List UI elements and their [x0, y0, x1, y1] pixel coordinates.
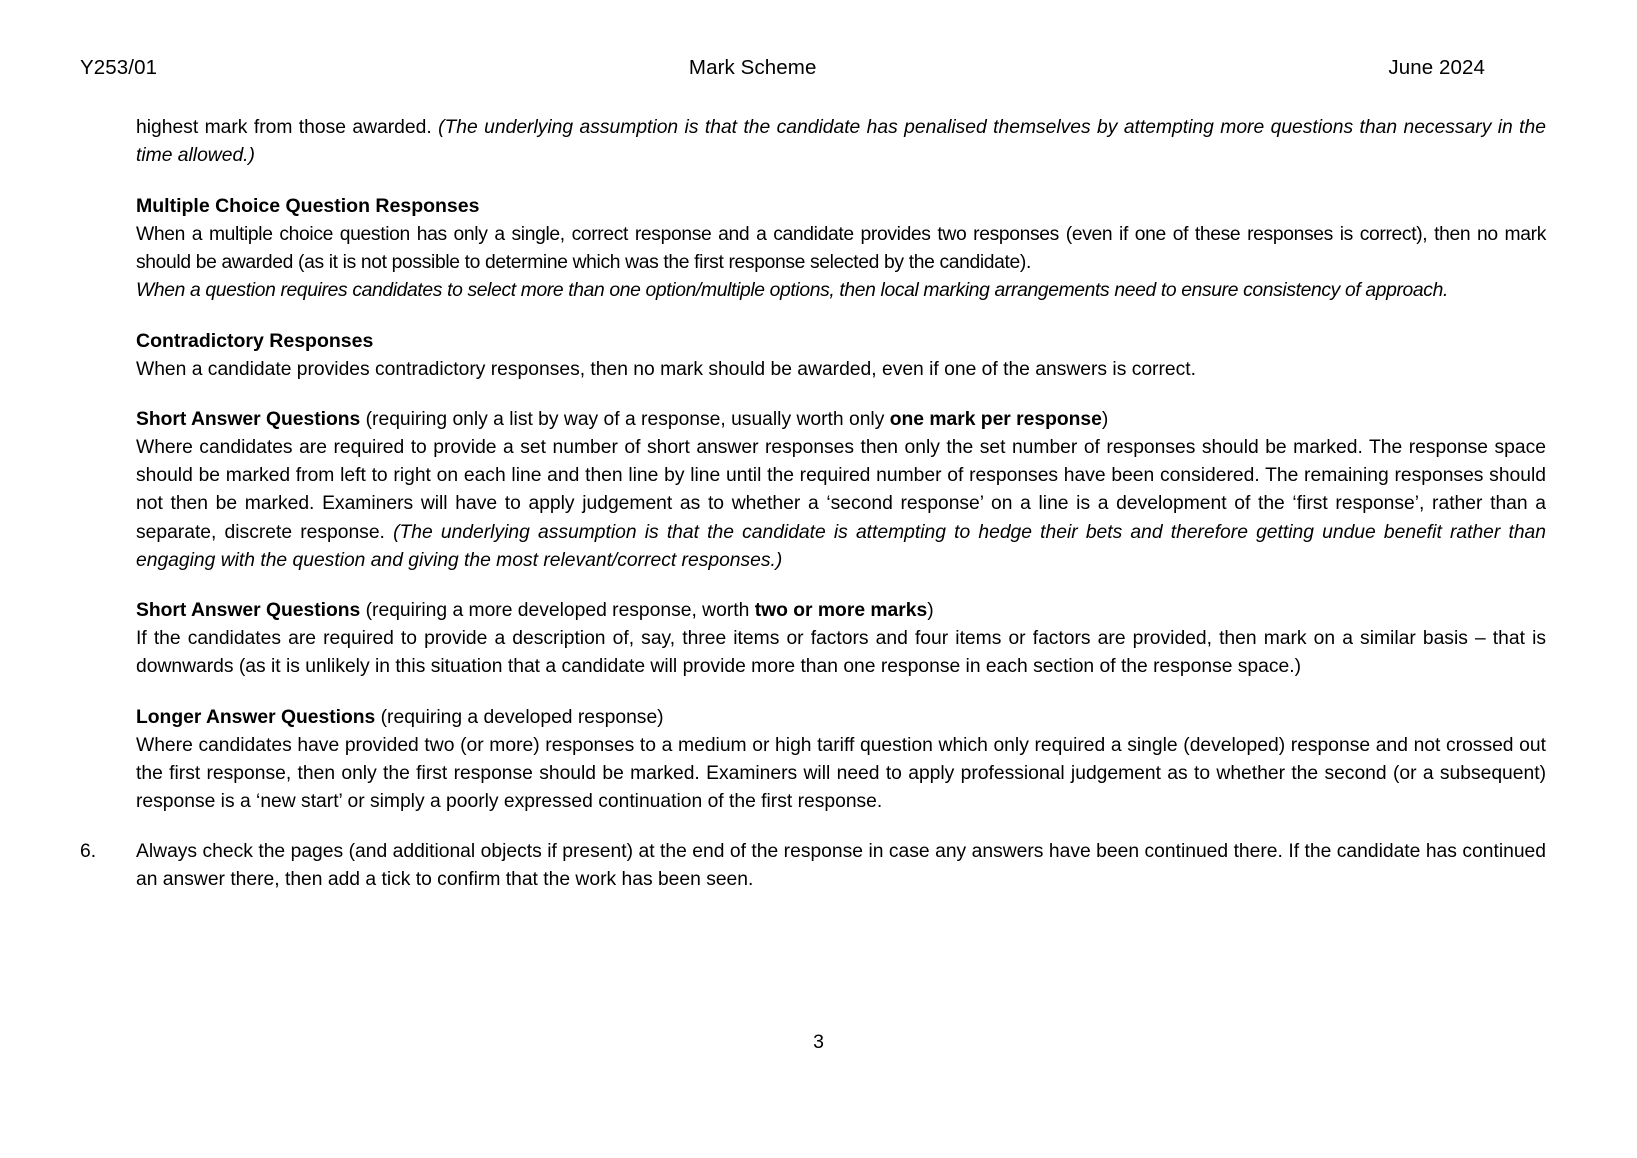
spacer: [136, 170, 1546, 192]
page-header: [80, 56, 1547, 80]
section-heading-contradictory: Contradictory Responses: [136, 330, 374, 353]
section-heading-short-answer-developed: [136, 597, 1546, 625]
short-answer-list-heading-label: Short Answer Questions: [136, 408, 361, 430]
section-paragraph-short-answer-list: [136, 434, 1546, 575]
short-answer-developed-heading-bold: two or more marks: [754, 600, 928, 621]
document-title: Mark Scheme: [688, 56, 817, 79]
page-number: 3: [813, 1031, 824, 1053]
section-paragraph-multiple-choice-italic: When a question requires candidates to select more than one option/multiple options, then local marking arrangements need to ensure consistency of approach.: [136, 280, 1448, 302]
short-answer-list-heading-bold: one mark per response: [889, 408, 1102, 430]
section-paragraph-contradictory: When a candidate provides contradictory responses, then no mark should be awarded, even if one of the answers is correct.: [136, 358, 1196, 380]
section-paragraph-short-answer-developed: If the candidates are required to provide a description of, say, three items or factors and four items or factors are provided, then mark on a similar basis – that is downwards (as it is unlikely in this situation that a candidate will provide more than one response in each section of the response space.): [136, 628, 1546, 678]
section-paragraph-longer-answer: Where candidates have provided two (or more) responses to a medium or high tariff question which only required a single (developed) response and not crossed out the first response, then only the first response should be marked. Examiners will need to apply professional judgement as to whether the second (or a subsequent) response is a ‘new start’ or simply a poorly expressed continuation of the first response.: [136, 734, 1546, 813]
longer-answer-heading-pre: (requiring a developed response): [375, 706, 664, 728]
longer-answer-heading-label: Longer Answer Questions: [136, 706, 376, 728]
short-answer-list-plain: Where candidates are required to provide a set number of short answer responses then only the set number of responses should be marked. The response space should be marked from left to right on each line and then line by line until the required number of responses have been considered. The remaining responses should not then be marked. Examiners will have to apply judgement as to whether a ‘second response’ on a line is a development of the ‘first response’, rather than a separate, discrete response.: [136, 437, 1546, 543]
continuation-plain: highest mark from those awarded.: [136, 117, 439, 138]
continuation-paragraph: [136, 114, 1546, 170]
short-answer-list-heading-pre: (requiring only a list by way of a response, usually worth only: [360, 408, 890, 430]
page-footer: [0, 1031, 1637, 1054]
short-answer-list-italic: (The underlying assumption is that the candidate is attempting to hedge their bets and therefore getting undue benefit rather than engaging with the question and giving the most relevant/correct responses.): [136, 521, 1547, 571]
short-answer-developed-heading-label: Short Answer Questions: [136, 600, 361, 621]
section-heading-longer-answer: [136, 704, 1546, 732]
numbered-item-6: [80, 838, 1546, 894]
spacer: [136, 575, 1546, 597]
section-heading-multiple-choice: Multiple Choice Question Responses: [136, 195, 480, 218]
spacer: [136, 305, 1546, 327]
continuation-italic: (The underlying assumption is that the candidate has penalised themselves by attempting more questions than necessary in the time allowed.): [136, 117, 1546, 167]
section-heading-short-answer-list: [136, 406, 1546, 434]
section-paragraph-multiple-choice: When a multiple choice question has only a single, correct response and a candidate provides two responses (even if one of these responses is correct), then no mark should be awarded (as it is not possible to determine which was the first response selected by the candidate).: [136, 223, 1546, 273]
numbered-item-number: 6.: [80, 841, 97, 863]
short-answer-developed-heading-post: ): [927, 600, 934, 621]
spacer: [136, 682, 1546, 704]
spacer: [136, 816, 1546, 838]
paper-code: Y253/01: [80, 56, 158, 79]
exam-session-date: June 2024: [1388, 56, 1485, 79]
short-answer-list-heading-post: ): [1101, 408, 1109, 430]
short-answer-developed-heading-pre: (requiring a more developed response, worth: [360, 600, 755, 621]
numbered-item-text: Always check the pages (and additional objects if present) at the end of the response in case any answers have been continued there. If the candidate has continued an answer there, then add a tick to confirm that the work has been seen.: [136, 841, 1546, 891]
document-body: [136, 114, 1546, 838]
spacer: [136, 384, 1546, 406]
